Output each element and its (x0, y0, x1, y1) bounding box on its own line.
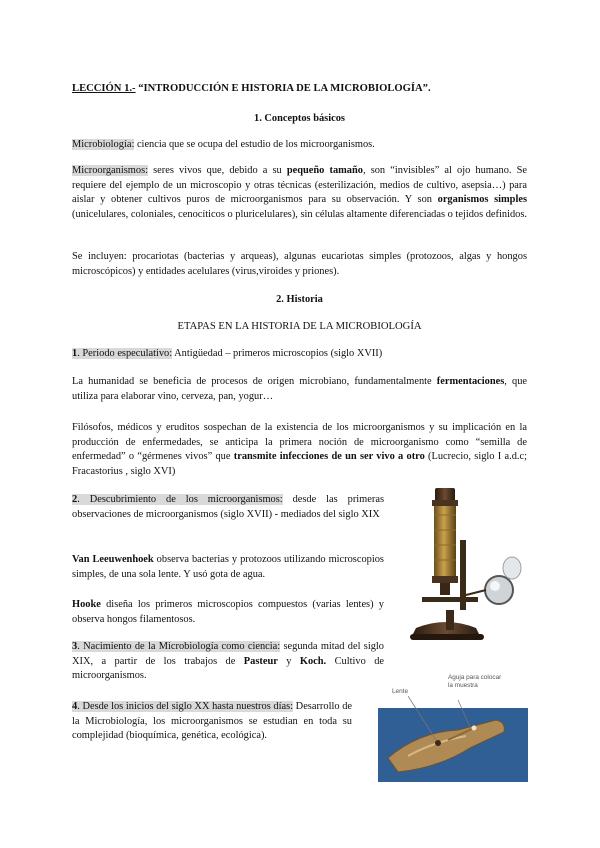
bold-run: fermentaciones (436, 376, 505, 387)
stage-number: 1 (72, 348, 78, 359)
bold-run: organismos simples (437, 194, 527, 205)
stage-1-label (72, 348, 172, 359)
paragraph-se-incluyen: Se incluyen: procariotas (bacterias y arqueas), algunas eucariotas simples (protozoos, algas y hongos microscópicos) y entidades acelulares (virus,viroides y priones). (72, 251, 527, 277)
text-run: , que utiliza para elaborar vino, cerveza, pan, yogur… (72, 376, 527, 402)
stage-number: 2 (72, 494, 78, 505)
text-run: y (277, 655, 300, 667)
section-heading-conceptos: 1. Conceptos básicos (254, 113, 345, 124)
paragraph-microorganismos (72, 164, 527, 222)
simple-microscope-figure (378, 672, 528, 782)
bold-run: pequeño tamaño (286, 165, 363, 176)
text-run: observa bacterias y protozoos utilizando microscopios simples, de una sola lente. Y usó gota de agua. (72, 554, 384, 580)
compound-microscope-photo (396, 480, 528, 650)
subheading-etapas: ETAPAS EN LA HISTORIA DE LA MICROBIOLOGÍA (177, 321, 422, 332)
compound-microscope-illustration (396, 480, 528, 650)
text-run: , son “invisibles” al ojo humano. Se requiere del ejemplo de un microscopio y otras técnicas (esterilización, medios de cultivo, asepsia…) para aislar y obtener cultivos puros de microorganismos para su observación. Y son (72, 165, 527, 205)
stage-2-label (72, 494, 283, 505)
paragraph-filosofos (72, 421, 527, 479)
paragraph-van-leeuwenhoek (72, 553, 384, 582)
stage-3 (72, 640, 384, 684)
bold-run: transmite infecciones de un ser vivo a otro (233, 451, 425, 462)
paragraph-hooke (72, 598, 384, 627)
text-run: Filósofos, médicos y eruditos sospechan de la existencia de los microorganismos y su implicación en la producción de enfermedades, se anticipa la primera noción de microorganismo como “semilla de enfermedad” o “gérmenes vivos” que (72, 422, 527, 462)
text-run: (unicelulares, coloniales, cenocíticos o pluricelulares), sin células altamente diferenciadas o tejidos definidos. (72, 208, 528, 220)
stage-label: . Desde los inicios del siglo XX hasta nuestros días: (77, 701, 294, 712)
paragraph-microbiologia (72, 138, 527, 153)
bold-run: Hooke (72, 599, 101, 610)
term-microbiologia: Microbiología: (72, 139, 135, 150)
stage-text: Antigüedad – primeros microscopios (siglo XVII) (172, 348, 383, 359)
stage-number: 3 (72, 641, 78, 652)
stage-4 (72, 700, 352, 744)
lesson-title-text: “INTRODUCCIÓN E HISTORIA DE LA MICROBIOLOGÍA”. (135, 83, 431, 94)
paragraph-humanidad (72, 375, 527, 404)
text-run: Cultivo de microorganismos. (72, 655, 385, 681)
stage-label: . Periodo especulativo: (77, 348, 173, 359)
text-run: segunda mitad del siglo XIX, a partir de los trabajos de (72, 641, 384, 667)
stage-text: Desarrollo de la Microbiología, los microorganismos se estudian en toda su complejidad (bioquímica, genética, ecológica). (72, 701, 353, 741)
stage-label: . Nacimiento de la Microbiología como ciencia: (77, 641, 281, 652)
text-run: seres vivos que, debido a su (148, 165, 287, 176)
stage-number: 4 (72, 701, 78, 712)
stage-2 (72, 493, 384, 522)
stage-label: . Descubrimiento de los microorganismos: (77, 494, 283, 505)
bold-run: Pasteur (243, 655, 278, 667)
stage-text: desde las primeras observaciones de microorganismos (siglo XVII) - mediados del siglo XIX (72, 494, 384, 520)
stage-3-label (72, 641, 280, 652)
text-run: (Lucrecio, siglo I a.d.c; Fracastorius , siglo XVI) (72, 451, 527, 477)
stage-1 (72, 347, 527, 362)
bold-run: Van Leeuwenhoek (72, 554, 154, 565)
lesson-number: LECCIÓN 1.- (72, 83, 136, 94)
lesson-title (72, 82, 431, 97)
bold-run: Koch. (299, 655, 327, 667)
section-heading-historia: 2. Historia (276, 294, 323, 305)
stage-4-label (72, 701, 293, 712)
label-aguja: Aguja para colocar la muestra (448, 674, 502, 689)
definition-text: ciencia que se ocupa del estudio de los microorganismos. (134, 139, 375, 150)
term-microorganismos: Microorganismos: (72, 165, 149, 176)
label-lente: Lente (392, 688, 408, 695)
text-run: diseña los primeros microscopios compuestos (varias lentes) y observa hongos filamentosos. (72, 599, 384, 625)
text-run: La humanidad se beneficia de procesos de origen microbiano, fundamentalmente (72, 376, 437, 387)
